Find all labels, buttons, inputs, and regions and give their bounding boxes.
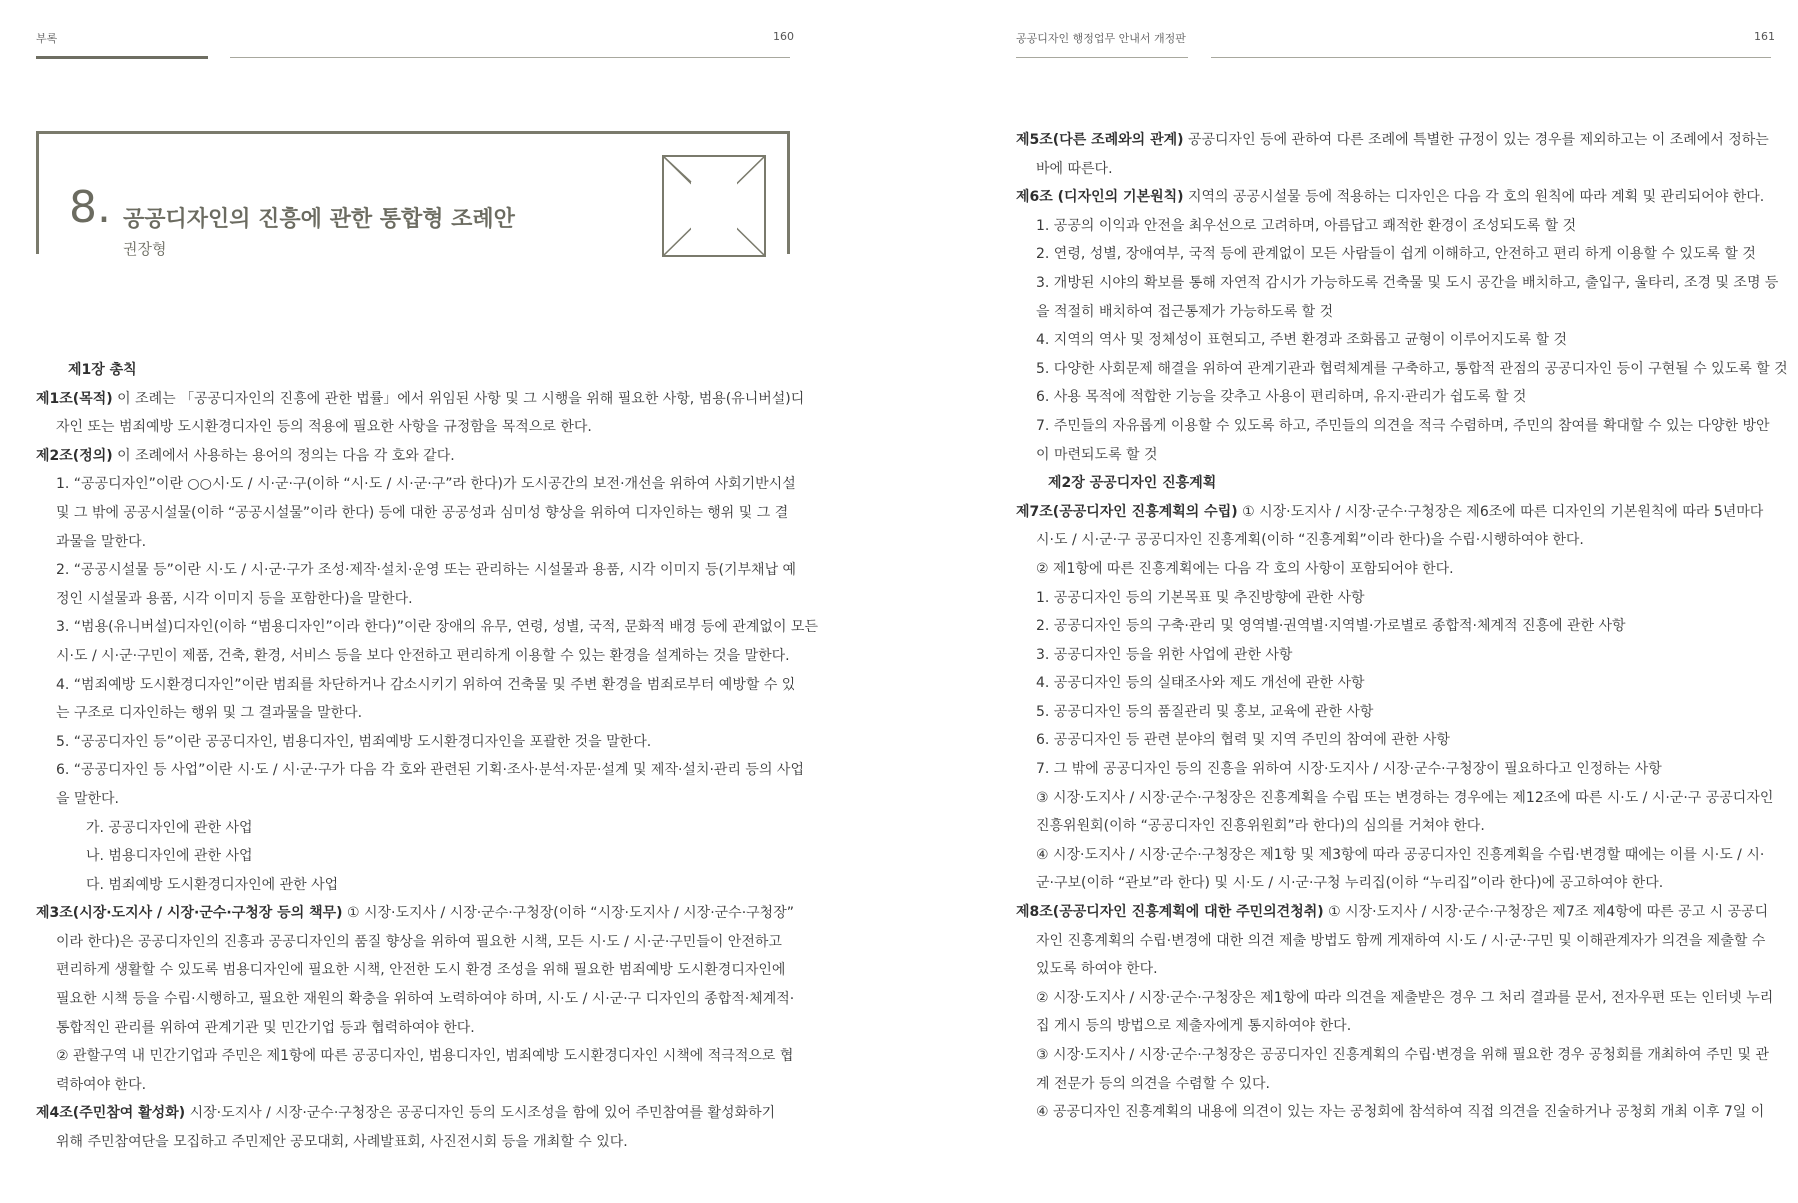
article-text: 이 조례에서 사용하는 용어의 정의는 다음 각 호와 같다. [112, 447, 455, 464]
body-line: 집 게시 등의 방법으로 제출자에게 통지하여야 한다. [1036, 1018, 1352, 1035]
body-line: 진흥위원회(이하 “공공디자인 진흥위원회”라 한다)의 심의를 거쳐야 한다. [1036, 818, 1485, 835]
article-heading: 제7조(공공디자인 진흥계획의 수립) [1016, 503, 1238, 520]
body-line: 군·구보(이하 “관보”라 한다) 및 시·도 / 시·군·구청 누리집(이하 “누리집”이라 한다)에 공고하여야 한다. [1036, 875, 1664, 892]
right-page [899, 0, 1798, 1203]
body-line: 2. 연령, 성별, 장애여부, 국적 등에 관계없이 모든 사람들이 쉽게 이해하고, 안전하고 편리 하게 이용할 수 있도록 할 것 [1036, 246, 1756, 263]
body-line: 3. “범용(유니버설)디자인(이하 “범용디자인”이라 한다)”이란 장애의 유무, 연령, 성별, 국적, 문화적 배경 등에 관계없이 모든 [56, 619, 818, 636]
section-title: 공공디자인의 진흥에 관한 통합형 조례안 [123, 207, 515, 232]
article-text: 이 조례는 「공공디자인의 진흥에 관한 법률」에서 위임된 사항 및 그 시행을 위해 필요한 사항, 범용(유니버설)디 [112, 390, 805, 407]
article-line [1016, 183, 1786, 212]
body-line: 4. “범죄예방 도시환경디자인”이란 범죄를 차단하거나 감소시키기 위하여 건축물 및 주변 환경을 범죄로부터 예방할 수 있 [56, 676, 796, 693]
article-text: 공공디자인 등에 관하여 다른 조례에 특별한 규정이 있는 경우를 제외하고는 이 조례에서 정하는 [1183, 132, 1769, 148]
article-line [1016, 498, 1786, 527]
page-number: 160 [773, 30, 794, 43]
page-number: 161 [1754, 30, 1775, 43]
article-line [36, 442, 796, 471]
body-line: ② 시장·도지사 / 시장·군수·구청장은 제1항에 따라 의견을 제출받은 경우 그 처리 결과를 문서, 전자우편 또는 인터넷 누리 [1036, 989, 1774, 1006]
body-line: ③ 시장·도지사 / 시장·군수·구청장은 공공디자인 진흥계획의 수립·변경을 위해 필요한 경우 공청회를 개최하여 주민 및 관 [1036, 1047, 1769, 1063]
header-rule [230, 57, 790, 58]
chapter-heading: 제1장 총칙 [68, 362, 137, 378]
body-line: 는 구조로 디자인하는 행위 및 그 결과물을 말한다. [56, 705, 363, 722]
body-line: 시·도 / 시·군·구 공공디자인 진흥계획(이하 “진흥계획”이라 한다)을 수립·시행하여야 한다. [1036, 532, 1584, 549]
body-line: 자인 또는 범죄예방 도시환경디자인 등의 적용에 필요한 사항을 규정함을 목적으로 한다. [56, 419, 592, 436]
article-text: 시장·도지사 / 시장·군수·구청장은 공공디자인 등의 도시조성을 함에 있어 주민참여를 활성화하기 [185, 1105, 776, 1122]
body-line: 4. 지역의 역사 및 정체성이 표현되고, 주변 환경과 조화롭고 균형이 이루어지도록 할 것 [1036, 332, 1568, 349]
article-line [36, 899, 796, 928]
body-line: 시·도 / 시·군·구민이 제품, 건축, 환경, 서비스 등을 보다 안전하고 편리하게 이용할 수 있는 환경을 설계하는 것을 말한다. [56, 647, 790, 664]
body-line: 5. 다양한 사회문제 해결을 위하여 관계기관과 협력체계를 구축하고, 통합적 관점의 공공디자인 등이 구현될 수 있도록 할 것 [1036, 360, 1788, 377]
article-text: ① 시장·도지사 / 시장·군수·구청장은 제6조에 따른 디자인의 기본원칙에 따라 5년마다 [1237, 503, 1764, 520]
article-heading: 제6조 (디자인의 기본원칙) [1016, 189, 1184, 206]
left-body-text [36, 356, 818, 1157]
body-line: 과물을 말한다. [56, 533, 147, 550]
section-number: 8. [69, 182, 111, 233]
body-line: 편리하게 생활할 수 있도록 범용디자인에 필요한 시책, 안전한 도시 환경 조성을 위해 필요한 범죄예방 도시환경디자인에 [56, 962, 786, 979]
body-line: 7. 그 밖에 공공디자인 등의 진흥을 위하여 시장·도지사 / 시장·군수·구청장이 필요하다고 인정하는 사항 [1036, 761, 1662, 778]
article-line [36, 385, 805, 414]
article-line [1016, 898, 1786, 927]
article-heading: 제5조(다른 조례와의 관계) [1016, 132, 1184, 148]
body-line: 정인 시설물과 용품, 시각 이미지 등을 포함한다)을 말한다. [56, 590, 413, 607]
body-line: 6. 공공디자인 등 관련 분야의 협력 및 지역 주민의 참여에 관한 사항 [1036, 732, 1450, 749]
article-heading: 제2조(정의) [36, 447, 113, 464]
body-line: ④ 시장·도지사 / 시장·군수·구청장은 제1항 및 제3항에 따라 공공디자인 진흥계획을 수립·변경할 때에는 이를 시·도 / 시· [1036, 846, 1765, 863]
ordinance-emblem-icon [661, 154, 767, 258]
body-line: ④ 공공디자인 진흥계획의 내용에 의견이 있는 자는 공청회에 참석하여 직접 의견을 진술하거나 공청회 개최 이후 7일 이 [1036, 1104, 1765, 1121]
body-line: 3. 개방된 시야의 확보를 통해 자연적 감시가 가능하도록 건축물 및 도시 공간을 배치하고, 출입구, 울타리, 조경 및 조명 등 [1036, 274, 1779, 291]
body-line: 1. 공공디자인 등의 기본목표 및 추진방향에 관한 사항 [1036, 589, 1365, 606]
body-line: 다. 범죄예방 도시환경디자인에 관한 사업 [86, 876, 339, 893]
body-line: 나. 범용디자인에 관한 사업 [86, 848, 253, 865]
running-head: 공공디자인 행정업무 안내서 개정판 [1016, 32, 1186, 45]
body-line: 있도록 하여야 한다. [1036, 961, 1158, 978]
body-line: ② 관할구역 내 민간기업과 주민은 제1항에 따른 공공디자인, 범용디자인, 범죄예방 도시환경디자인 시책에 적극적으로 협 [56, 1048, 794, 1065]
body-line: 필요한 시책 등을 수립·시행하고, 필요한 재원의 확충을 위하여 노력하여야 하며, 시·도 / 시·군·구 디자인의 종합적·체계적· [56, 991, 795, 1008]
body-line: 5. “공공디자인 등”이란 공공디자인, 범용디자인, 범죄예방 도시환경디자인을 포괄한 것을 말한다. [56, 733, 652, 750]
body-line: 자인 진흥계획의 수립·변경에 대한 의견 제출 방법도 함께 게재하여 시·도 / 시·군·구민 및 이해관계자가 의견을 제출할 수 [1036, 932, 1766, 949]
body-line: 4. 공공디자인 등의 실태조사와 제도 개선에 관한 사항 [1036, 675, 1365, 692]
article-heading: 제3조(시장·도지사 / 시장·군수·구청장 등의 책무) [36, 905, 343, 922]
body-line: 7. 주민들의 자유롭게 이용할 수 있도록 하고, 주민들의 의견을 적극 수렴하며, 주민의 참여를 확대할 수 있는 다양한 방안 [1036, 417, 1770, 434]
body-line: 및 그 밖에 공공시설물(이하 “공공시설물”이라 한다) 등에 대한 공공성과 심미성 향상을 위하여 디자인하는 행위 및 그 결 [56, 504, 789, 521]
body-line: 3. 공공디자인 등을 위한 사업에 관한 사항 [1036, 646, 1293, 663]
body-line: 력하여야 한다. [56, 1076, 147, 1093]
body-line: 바에 따른다. [1036, 160, 1113, 177]
header-rule [1211, 57, 1771, 58]
body-line: 6. “공공디자인 등 사업”이란 시·도 / 시·군·구가 다음 각 호와 관련된 기획·조사·분석·자문·설계 및 제작·설치·관리 등의 사업 [56, 762, 804, 779]
article-line [36, 1099, 796, 1128]
article-line [1016, 126, 1786, 155]
body-line: 이라 한다)은 공공디자인의 진흥과 공공디자인의 품질 향상을 위하여 필요한 시책, 모든 시·도 / 시·군·구민들이 안전하고 [56, 933, 782, 950]
body-line: 계 전문가 등의 의견을 수렴할 수 있다. [1036, 1075, 1271, 1092]
body-line: 을 말한다. [56, 790, 119, 807]
body-line: 이 마련되도록 할 것 [1036, 446, 1158, 463]
article-heading: 제1조(목적) [36, 390, 113, 407]
body-line: ③ 시장·도지사 / 시장·군수·구청장은 진흥계획을 수립 또는 변경하는 경우에는 제12조에 따른 시·도 / 시·군·구 공공디자인 [1036, 789, 1774, 806]
section-subtitle: 권장형 [123, 240, 167, 258]
body-line: 2. “공공시설물 등”이란 시·도 / 시·군·구가 조성·제작·설치·운영 또는 관리하는 시설물과 용품, 시각 이미지 등(기부채납 예 [56, 562, 797, 579]
right-body-text [1016, 126, 1786, 1127]
body-line: 2. 공공디자인 등의 구축·관리 및 영역별·권역별·지역별·가로별로 종합적·체계적 진흥에 관한 사항 [1036, 618, 1626, 635]
body-line: 가. 공공디자인에 관한 사업 [86, 819, 253, 836]
running-head: 부록 [36, 32, 58, 45]
section-title-box [36, 131, 790, 258]
body-line: 을 적절히 배치하여 접근통제가 가능하도록 할 것 [1036, 303, 1334, 320]
body-line: 5. 공공디자인 등의 품질관리 및 홍보, 교육에 관한 사항 [1036, 703, 1374, 720]
body-line: 1. 공공의 이익과 안전을 최우선으로 고려하며, 아름답고 쾌적한 환경이 조성되도록 할 것 [1036, 217, 1577, 234]
chapter-heading: 제2장 공공디자인 진흥계획 [1048, 475, 1217, 492]
body-line: ② 제1항에 따른 진흥계획에는 다음 각 호의 사항이 포함되어야 한다. [1036, 560, 1454, 577]
body-line: 1. “공공디자인”이란 ○○시·도 / 시·군·구(이하 “시·도 / 시·군·구”라 한다)가 도시공간의 보전·개선을 위하여 사회기반시설 [56, 476, 796, 493]
article-text: 지역의 공공시설물 등에 적용하는 디자인은 다음 각 호의 원칙에 따라 계획 및 관리되어야 한다. [1183, 189, 1765, 206]
header-rule-accent [1016, 57, 1188, 58]
header-rule-accent [36, 56, 208, 59]
article-heading: 제4조(주민참여 활성화) [36, 1105, 186, 1122]
article-heading: 제8조(공공디자인 진흥계획에 대한 주민의견청취) [1016, 904, 1324, 921]
body-line: 위해 주민참여단을 모집하고 주민제안 공모대회, 사례발표회, 사진전시회 등을 개최할 수 있다. [56, 1134, 628, 1151]
article-text: ① 시장·도지사 / 시장·군수·구청장은 제7조 제4항에 따른 공고 시 공공디 [1323, 904, 1769, 921]
body-line: 통합적인 관리를 위하여 관계기관 및 민간기업 등과 협력하여야 한다. [56, 1019, 475, 1036]
body-line: 6. 사용 목적에 적합한 기능을 갖추고 사용이 편리하며, 유지·관리가 쉽도록 할 것 [1036, 389, 1527, 406]
article-text: ① 시장·도지사 / 시장·군수·구청장(이하 “시장·도지사 / 시장·군수·구청장” [342, 905, 794, 922]
